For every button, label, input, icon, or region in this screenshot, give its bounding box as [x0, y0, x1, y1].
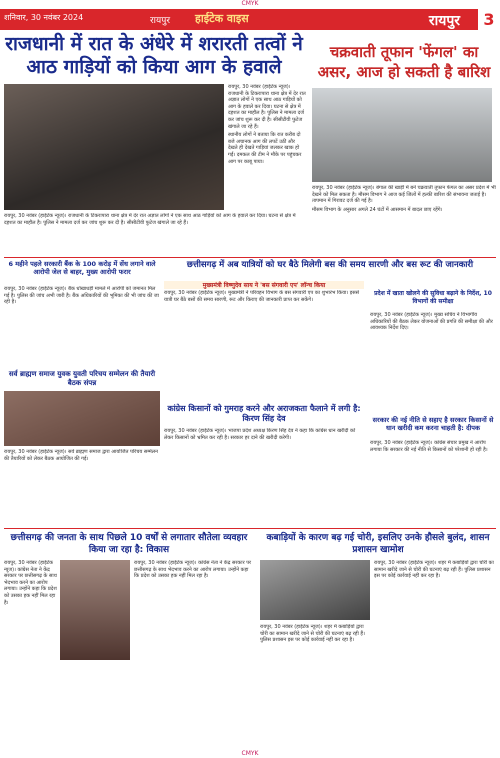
bus-subheadline: मुख्यमंत्री विष्णुदेव साय ने 'बस संगवारी एप' लॉन्च किया: [164, 281, 364, 289]
cyclone-photo: [312, 88, 492, 182]
divider-bottom: [4, 528, 496, 529]
bank-body-col: [4, 286, 160, 366]
bottom-right-photo: [260, 560, 370, 620]
bottom-right-body-col: [260, 624, 370, 740]
right-col-headline: प्रदेश में खाता खोलने की सुविधा बढ़ाने के निर्देश, 10 विभागों की समीक्षा: [374, 290, 492, 305]
divider: [4, 257, 496, 258]
right-col-body: रायपुर, 30 नवंबर (हाईटेक न्यूज)। मुख्य सचिव ने विभागीय अधिकारियों की बैठक लेकर योजनाओं की प्रगति की समीक्षा की और आवश्यक निर्देश दिए।: [370, 312, 493, 332]
masthead: [0, 9, 500, 30]
bottom-left-body: रायपुर, 30 नवंबर (हाईटेक न्यूज)। कांग्रेस नेता ने केंद्र सरकार पर छत्तीसगढ़ के साथ भेदभाव करने का आरोप लगाया। उन्होंने कहा कि प्रदेश को उसका हक नहीं मिल रहा है।: [4, 560, 57, 606]
masthead-date: शनिवार, 30 नवंबर 2024: [4, 13, 84, 22]
bottom-left-headline: छत्तीसगढ़ की जनता के साथ पिछले 10 वर्षों से लगातार सौतेला व्यवहार किया जा रहा है: विकास: [10, 533, 248, 555]
bottom-right-body-col2: [374, 560, 496, 740]
page-number: 3: [478, 9, 500, 30]
congress-body-col: [164, 428, 364, 523]
bank-body: रायपुर, 30 नवंबर (हाईटेक न्यूज)। बैंक धोखाधड़ी मामले में आरोपी को जमानत मिल गई है। पुलिस की जांच अभी जारी है। बैंक अधिकारियों की भूमिका की भी जांच की जा रही है।: [4, 286, 159, 306]
congress-headline: कांग्रेस किसानों को गुमराह करने और अराजकता फैलाने में लगी है: किरण सिंह देव: [167, 404, 361, 423]
bank-headline: 6 महीने पहले सरकारी बैंक के 100 करोड़ में सेंध लगाने वाले आरोपी जेल से बाहर, मुख्य आरोपी फरार: [8, 260, 156, 276]
cyclone-headline: चक्रवाती तूफान 'फेंगल' का असर, आज हो सकती है बारिश: [317, 43, 491, 81]
lead-body: रायपुर, 30 नवंबर (हाईटेक न्यूज)। राजधानी के टिकरापारा थाना क्षेत्र में देर रात अज्ञात लोगों ने एक साथ आठ गाड़ियों को आग के हवाले कर दिया। घटना से क्षेत्र में दहशत का माहौल है। पुलिस ने मामला दर्ज कर जांच शुरू कर दी है। सीसीटीवी फुटेज खंगाले जा रहे हैं।: [228, 84, 306, 130]
lead-body2: स्थानीय लोगों ने बताया कि रात करीब दो बजे अचानक आग की लपटें उठीं और देखते ही देखते गाड़ियां जलकर खाक हो गईं। दमकल की टीम ने मौके पर पहुंचकर आग पर काबू पाया।: [228, 132, 302, 165]
bottom-left-body-col: [4, 560, 58, 740]
bottom-left-body2: रायपुर, 30 नवंबर (हाईटेक न्यूज)। कांग्रेस नेता ने केंद्र सरकार पर छत्तीसगढ़ के साथ भेदभाव करने का आरोप लगाया। उन्होंने कहा कि प्रदेश को उसका हक नहीं मिल रहा है।: [134, 560, 252, 580]
lead-body-lower-text: रायपुर, 30 नवंबर (हाईटेक न्यूज)। राजधानी के टिकरापारा थाना क्षेत्र में देर रात अज्ञात लोगों ने एक साथ आठ गाड़ियों को आग के हवाले कर दिया। घटना से क्षेत्र में दहशत का माहौल है। पुलिस ने मामला दर्ज कर जांच शुरू कर दी है। सीसीटीवी फुटेज खंगाले जा रहे हैं।: [4, 213, 296, 226]
brahmin-photo: [4, 391, 160, 446]
deepak-body: रायपुर, 30 नवंबर (हाईटेक न्यूज)। कांग्रेस संचार प्रमुख ने आरोप लगाया कि सरकार की नई नीति से किसानों को परेशानी हो रही है।: [370, 440, 488, 453]
lead-photo-burnt-vehicles: [4, 84, 224, 210]
deepak-body-col: [370, 440, 496, 524]
bus-body: रायपुर, 30 नवंबर (हाईटेक न्यूज)। मुख्यमंत्री ने परिवहन विभाग के बस संगवारी एप का शुभारंभ किया। इससे यात्री घर बैठे बसों की समय सारणी, रूट और किराए की जानकारी प्राप्त कर सकेंगे।: [164, 290, 359, 303]
brahmin-body: रायपुर, 30 नवंबर (हाईटेक न्यूज)। सर्व ब्राह्मण समाज द्वारा आयोजित परिचय सम्मेलन की तैयारियों को लेकर बैठक आयोजित की गई।: [4, 449, 158, 462]
bottom-right-body2: रायपुर, 30 नवंबर (हाईटेक न्यूज)। शहर में कबाड़ियों द्वारा चोरी का सामान खरीदे जाने से चोरी की घटनाएं बढ़ रही हैं। पुलिस प्रशासन इस पर कोई कार्रवाई नहीं कर रहा है।: [374, 560, 494, 580]
cyclone-body: रायपुर, 30 नवंबर (हाईटेक न्यूज)। बंगाल की खाड़ी में बने चक्रवाती तूफान फेंगल का असर प्रदेश में भी देखने को मिल सकता है। मौसम विभाग ने आज कई जिलों में हल्की बारिश की संभावना जताई है। तापमान में गिरावट दर्ज की गई है।: [312, 185, 496, 205]
lead-body-lower: [4, 213, 306, 253]
brahmin-headline: सर्व ब्राह्मण समाज युवक युवती परिचय सम्मेलन की तैयारी बैठक संपन्न: [8, 370, 156, 387]
deepak-headline: सरकार की नई नीति से सहाए है सरकार किसानों से धान खरीदी कम करना चाहती है: दीपक: [372, 416, 494, 432]
right-col-body-col: [370, 312, 496, 412]
bottom-right-headline: कबाड़ियों के कारण बढ़ गई चोरी, इसलिए उनके हौसले बुलंद, शासन प्रशासन खामोश: [266, 533, 490, 555]
cyclone-body2: मौसम विभाग के अनुसार अगले 24 घंटों में आसमान में बादल छाए रहेंगे।: [312, 206, 443, 213]
bottom-left-body-col2: [134, 560, 254, 740]
bus-body-col: [164, 290, 364, 368]
masthead-city-small: रायपुर: [150, 16, 171, 26]
cyclone-body-col: [312, 185, 496, 255]
cmyk-bottom-mark: CMYK: [241, 750, 259, 757]
bottom-left-photo: [60, 560, 130, 660]
bus-headline: छत्तीसगढ़ में अब यात्रियों को घर बैठे मिलेगी बस की समय सारणी और बस रूट की जानकारी: [186, 260, 474, 270]
masthead-city: रायपुर: [428, 13, 460, 29]
masthead-brand: हाईटेक वाइस: [195, 12, 249, 25]
congress-body: रायपुर, 30 नवंबर (हाईटेक न्यूज)। भाजपा प्रदेश अध्यक्ष किरण सिंह देव ने कहा कि कांग्रेस धान खरीदी को लेकर किसानों को भ्रमित कर रही है। सरकार हर दाने की खरीदी करेगी।: [164, 428, 356, 441]
bottom-right-body: रायपुर, 30 नवंबर (हाईटेक न्यूज)। शहर में कबाड़ियों द्वारा चोरी का सामान खरीदे जाने से चोरी की घटनाएं बढ़ रही हैं। पुलिस प्रशासन इस पर कोई कार्रवाई नहीं कर रहा है।: [260, 624, 365, 644]
lead-body-col: [228, 84, 306, 210]
cmyk-top-mark: CMYK: [241, 0, 259, 7]
lead-headline: राजधानी में रात के अंधेरे में शरारती तत्वों ने आठ गाड़ियों को किया आग के हवाले: [5, 33, 303, 78]
brahmin-body-col: [4, 449, 160, 524]
